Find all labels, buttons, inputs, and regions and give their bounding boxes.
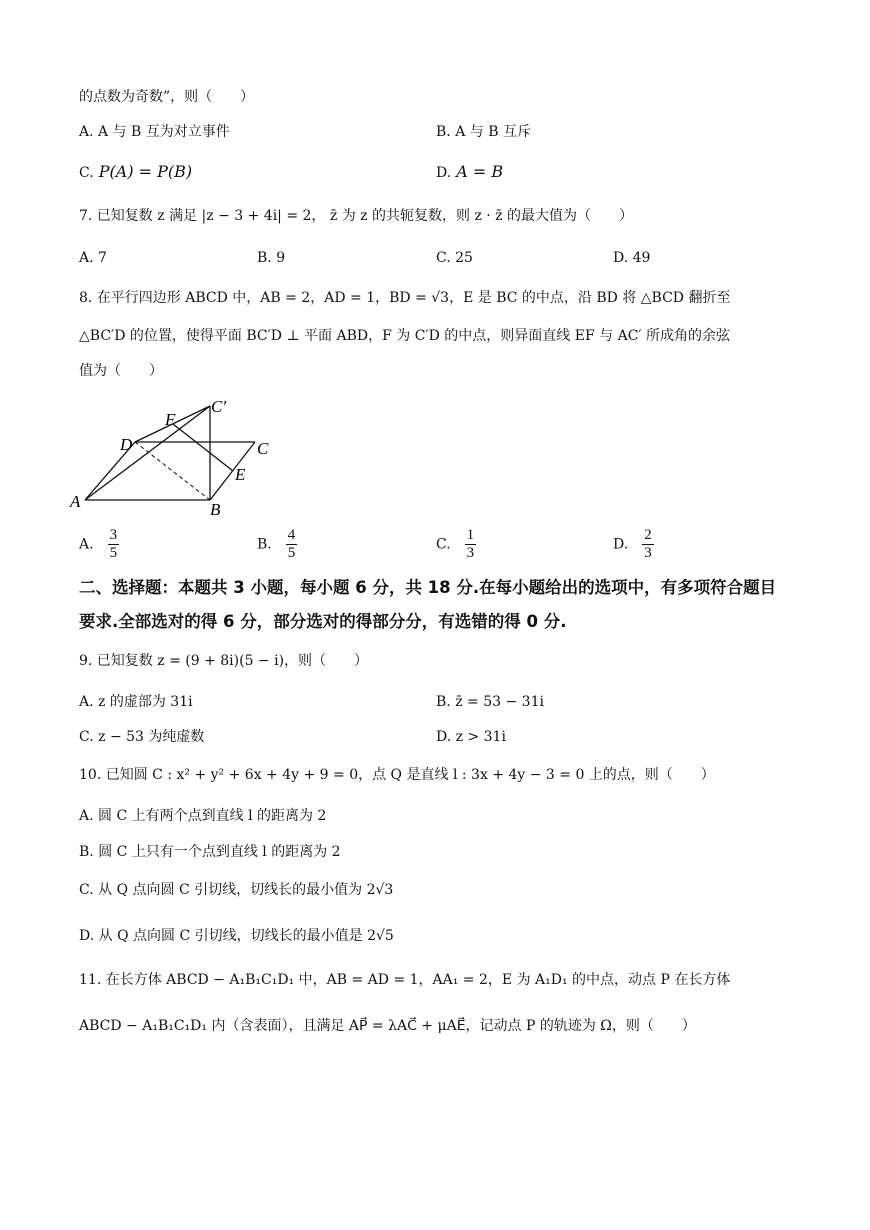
q8-figure: [70, 392, 295, 522]
q8-stem-line-3: 值为（ ）: [79, 363, 163, 379]
q8-stem-line-1: 8. 在平行四边形 ABCD 中，AB = 2，AD = 1，BD = √3，E 是 BC 的中点，沿 BD 将 △BCD 翻折至: [79, 290, 731, 306]
section-2-heading-line-2: 要求.全部选对的得 6 分，部分选对的得部分分，有选错的得 0 分.: [79, 612, 567, 631]
q6-option-d[interactable]: D. A = B: [436, 162, 504, 181]
q8-option-c[interactable]: C. $\frac{1}{3}$: [436, 527, 475, 561]
q6-option-b[interactable]: B. A 与 B 互斥: [436, 124, 531, 140]
fig-label-c: C: [257, 439, 269, 458]
fig-label-f: F: [165, 410, 176, 429]
q7-option-a[interactable]: A. 7: [79, 250, 107, 266]
fraction: $\frac{3}{5}$: [109, 527, 118, 561]
q10-option-c[interactable]: C. 从 Q 点向圆 C 引切线，切线长的最小值为 2√3: [79, 882, 394, 898]
q10-stem: 10. 已知圆 C : x² + y² + 6x + 4y + 9 = 0，点 Q 是直线 l : 3x + 4y − 3 = 0 上的点，则（ ）: [79, 767, 715, 783]
q9-option-c[interactable]: C. z − 53 为纯虚数: [79, 729, 205, 745]
fig-label-d: D: [120, 435, 133, 454]
q9-option-a[interactable]: A. z 的虚部为 31i: [79, 694, 193, 710]
q9-option-b[interactable]: B. z̄ = 53 − 31i: [436, 694, 544, 710]
q9-stem: 9. 已知复数 z = (9 + 8i)(5 − i)，则（ ）: [79, 653, 369, 669]
fig-label-e: E: [235, 465, 246, 484]
q8-option-b[interactable]: B. $\frac{4}{5}$: [257, 527, 296, 561]
q8-stem-line-2: △BC′D 的位置，使得平面 BC′D ⊥ 平面 ABD，F 为 C′D 的中点，则异面直线 EF 与 AC′ 所成角的余弦: [79, 328, 731, 344]
q10-option-d[interactable]: D. 从 Q 点向圆 C 引切线，切线长的最小值是 2√5: [79, 928, 394, 944]
q7-option-c[interactable]: C. 25: [436, 250, 473, 266]
q11-stem-line-1: 11. 在长方体 ABCD − A₁B₁C₁D₁ 中，AB = AD = 1，AA₁ = 2，E 为 A₁D₁ 的中点，动点 P 在长方体: [79, 972, 731, 988]
q11-stem-line-2: ABCD − A₁B₁C₁D₁ 内（含表面），且满足 AP⃗ = λAC⃗ + μAE⃗，记动点 P 的轨迹为 Ω，则（ ）: [79, 1018, 696, 1034]
q6-stem-tail: 的点数为奇数”，则（ ）: [79, 89, 255, 105]
fig-label-b: B: [210, 500, 221, 519]
q6-option-a[interactable]: A. A 与 B 互为对立事件: [79, 124, 230, 140]
q9-option-d[interactable]: D. z > 31i: [436, 729, 506, 745]
q7-stem: 7. 已知复数 z 满足 |z − 3 + 4i| = 2， z̄ 为 z 的共轭复数，则 z · z̄ 的最大值为（ ）: [79, 208, 633, 224]
q7-option-b[interactable]: B. 9: [257, 250, 286, 266]
q10-option-a[interactable]: A. 圆 C 上有两个点到直线 l 的距离为 2: [79, 808, 327, 824]
q6-option-c[interactable]: C. P(A) = P(B): [79, 162, 193, 181]
q8-option-a[interactable]: A. $\frac{3}{5}$: [79, 527, 118, 561]
section-2-heading-line-1: 二、选择题：本题共 3 小题，每小题 6 分，共 18 分.在每小题给出的选项中，有多项符合题目: [79, 578, 777, 597]
q8-option-d[interactable]: D. $\frac{2}{3}$: [613, 527, 652, 561]
q10-option-b[interactable]: B. 圆 C 上只有一个点到直线 l 的距离为 2: [79, 844, 341, 860]
q7-option-d[interactable]: D. 49: [613, 250, 651, 266]
fraction: $\frac{4}{5}$: [287, 527, 296, 561]
fraction: $\frac{2}{3}$: [644, 527, 652, 561]
fraction: $\frac{1}{3}$: [466, 527, 475, 561]
fig-label-c-prime: C′: [211, 397, 227, 416]
fig-label-a: A: [70, 492, 81, 511]
